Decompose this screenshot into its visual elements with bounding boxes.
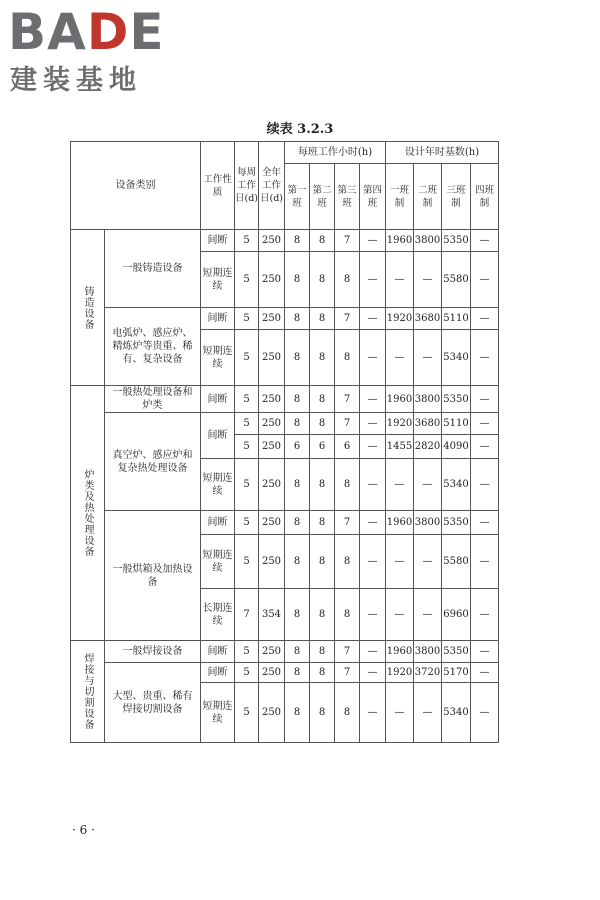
cell-d1: 1960 [386,230,414,252]
cell-h4: — [360,589,386,641]
work-nature-cell: 短期连续 [201,252,235,308]
cell-d3: 5340 [442,459,471,511]
cell-h4: — [360,386,386,413]
cell-d3: 5110 [442,413,471,435]
group-label-text: 炉类及热处理设备 [82,469,93,557]
cell-d1: — [386,459,414,511]
cell-d4: — [471,330,499,386]
cell-d3: 5580 [442,535,471,589]
cell-wk: 5 [235,308,259,330]
device-name: 一般烘箱及加热设备 [105,511,201,641]
cell-h3: 6 [335,435,360,459]
cell-d2: 2820 [414,435,442,459]
cell-d2: — [414,535,442,589]
cell-h3: 7 [335,641,360,663]
cell-h2: 8 [310,330,335,386]
cell-yr: 250 [259,459,285,511]
cell-h3: 7 [335,663,360,683]
work-nature-cell: 间断 [201,308,235,330]
cell-wk: 5 [235,459,259,511]
cell-h3: 8 [335,683,360,743]
cell-h1: 6 [285,435,310,459]
group-label-text: 铸造设备 [82,285,93,330]
cell-h3: 8 [335,330,360,386]
table-body [71,230,499,743]
cell-h3: 8 [335,252,360,308]
cell-h3: 7 [335,386,360,413]
cell-h3: 8 [335,535,360,589]
cell-h3: 8 [335,589,360,641]
cell-d2: 3720 [414,663,442,683]
cell-yr: 250 [259,641,285,663]
cell-h4: — [360,535,386,589]
cell-h1: 8 [285,230,310,252]
cell-wk: 7 [235,589,259,641]
page-number: · 6 · [72,823,95,837]
cell-d2: 3800 [414,511,442,535]
header-nature: 工作性质 [201,142,235,230]
cell-h4: — [360,683,386,743]
header-shift-4: 第四班 [360,164,386,230]
header-shift-hours: 每班工作小时(h) [285,142,386,164]
cell-d1: — [386,683,414,743]
cell-yr: 354 [259,589,285,641]
cell-wk: 5 [235,511,259,535]
work-nature-cell: 短期连续 [201,459,235,511]
cell-h4: — [360,330,386,386]
work-nature-cell: 间断 [201,413,235,459]
cell-d1: — [386,535,414,589]
work-hours-table [70,141,499,743]
cell-d2: — [414,683,442,743]
cell-d2: 3680 [414,413,442,435]
cell-d1: 1920 [386,413,414,435]
header-design-3: 三班制 [442,164,471,230]
cell-d4: — [471,386,499,413]
cell-h2: 8 [310,308,335,330]
header-shift-3: 第三班 [335,164,360,230]
cell-yr: 250 [259,683,285,743]
logo-text: BA [8,3,87,61]
cell-h2: 8 [310,589,335,641]
cell-h1: 8 [285,386,310,413]
cell-yr: 250 [259,511,285,535]
cell-d1: — [386,252,414,308]
cell-h3: 7 [335,308,360,330]
cell-yr: 250 [259,663,285,683]
cell-h4: — [360,511,386,535]
cell-d4: — [471,535,499,589]
work-nature-cell: 间断 [201,641,235,663]
header-design-2: 二班制 [414,164,442,230]
cell-h2: 8 [310,459,335,511]
cell-h2: 8 [310,535,335,589]
cell-d3: 5350 [442,386,471,413]
cell-h4: — [360,459,386,511]
cell-d4: — [471,308,499,330]
cell-h3: 7 [335,230,360,252]
cell-d4: — [471,413,499,435]
cell-d1: 1920 [386,308,414,330]
cell-h2: 6 [310,435,335,459]
cell-h3: 8 [335,459,360,511]
device-name: 一般热处理设备和炉类 [105,386,201,413]
cell-wk: 5 [235,230,259,252]
cell-h2: 8 [310,511,335,535]
cell-d4: — [471,435,499,459]
cell-h2: 8 [310,413,335,435]
cell-h1: 8 [285,459,310,511]
table-row [71,308,499,330]
cell-d4: — [471,459,499,511]
header-design-1: 一班制 [386,164,414,230]
work-nature-cell: 间断 [201,230,235,252]
cell-h2: 8 [310,641,335,663]
cell-wk: 5 [235,683,259,743]
cell-h2: 8 [310,230,335,252]
cell-h3: 7 [335,413,360,435]
cell-yr: 250 [259,413,285,435]
work-nature-cell: 短期连续 [201,535,235,589]
cell-wk: 5 [235,535,259,589]
table-row [71,641,499,663]
cell-yr: 250 [259,386,285,413]
cell-yr: 250 [259,308,285,330]
cell-h2: 8 [310,663,335,683]
cell-yr: 250 [259,252,285,308]
header-design-4: 四班制 [471,164,499,230]
work-nature-cell: 短期连续 [201,330,235,386]
cell-h1: 8 [285,641,310,663]
work-nature-cell: 短期连续 [201,683,235,743]
cell-h1: 8 [285,511,310,535]
group-label [71,386,105,641]
cell-yr: 250 [259,535,285,589]
cell-d3: 5350 [442,230,471,252]
logo [8,2,164,62]
cell-d4: — [471,663,499,683]
cell-d4: — [471,589,499,641]
cell-h1: 8 [285,330,310,386]
cell-h1: 8 [285,663,310,683]
cell-d1: — [386,589,414,641]
header-weekly-days: 每周工作日(d) [235,142,259,230]
cell-d4: — [471,683,499,743]
cell-d3: 5110 [442,308,471,330]
cell-h2: 8 [310,683,335,743]
cell-wk: 5 [235,435,259,459]
table-row [71,230,499,252]
logo-accent-letter: D [86,3,130,61]
header-category: 设备类别 [71,142,201,230]
cell-h4: — [360,308,386,330]
cell-wk: 5 [235,663,259,683]
cell-d3: 5170 [442,663,471,683]
cell-d4: — [471,641,499,663]
cell-h1: 8 [285,252,310,308]
work-nature-cell: 间断 [201,511,235,535]
cell-d3: 5340 [442,683,471,743]
device-name: 大型、贵重、稀有焊接切割设备 [105,663,201,743]
group-label-text: 焊接与切割设备 [82,653,93,730]
cell-d3: 5350 [442,641,471,663]
cell-d3: 5580 [442,252,471,308]
group-label [71,230,105,386]
cell-yr: 250 [259,330,285,386]
cell-wk: 5 [235,386,259,413]
cell-h2: 8 [310,386,335,413]
header-shift-1: 第一班 [285,164,310,230]
cell-h4: — [360,435,386,459]
logo-text-end: E [129,3,165,61]
device-name: 一般铸造设备 [105,230,201,308]
cell-wk: 5 [235,330,259,386]
cell-d4: — [471,511,499,535]
cell-h4: — [360,641,386,663]
cell-d2: 3680 [414,308,442,330]
cell-d2: — [414,330,442,386]
cell-h2: 8 [310,252,335,308]
table-row [71,663,499,683]
logo-subtitle: 建装基地 [10,65,142,96]
cell-d1: 1960 [386,511,414,535]
work-nature-cell: 长期连续 [201,589,235,641]
cell-h1: 8 [285,535,310,589]
cell-d3: 4090 [442,435,471,459]
group-label [71,641,105,743]
cell-wk: 5 [235,252,259,308]
cell-h1: 8 [285,683,310,743]
cell-wk: 5 [235,641,259,663]
cell-d3: 5340 [442,330,471,386]
table-row [71,413,499,435]
cell-h1: 8 [285,589,310,641]
cell-h4: — [360,663,386,683]
cell-yr: 250 [259,435,285,459]
cell-h1: 8 [285,413,310,435]
cell-h4: — [360,413,386,435]
cell-d1: 1455 [386,435,414,459]
cell-d1: — [386,330,414,386]
header-design-hours: 设计年时基数(h) [386,142,499,164]
table-row [71,511,499,535]
cell-h4: — [360,230,386,252]
cell-h1: 8 [285,308,310,330]
cell-d2: — [414,252,442,308]
cell-yr: 250 [259,230,285,252]
cell-d2: 3800 [414,230,442,252]
device-name: 一般焊接设备 [105,641,201,663]
cell-d3: 6960 [442,589,471,641]
table-row [71,386,499,413]
device-name: 电弧炉、感应炉、精炼炉等贵重、稀有、复杂设备 [105,308,201,386]
cell-d3: 5350 [442,511,471,535]
cell-wk: 5 [235,413,259,435]
cell-h4: — [360,252,386,308]
cell-d2: — [414,589,442,641]
work-nature-cell: 间断 [201,663,235,683]
header-shift-2: 第二班 [310,164,335,230]
device-name: 真空炉、感应炉和复杂热处理设备 [105,413,201,511]
cell-d2: 3800 [414,641,442,663]
cell-d1: 1960 [386,641,414,663]
cell-d2: — [414,459,442,511]
cell-d4: — [471,252,499,308]
cell-d1: 1960 [386,386,414,413]
header-annual-days: 全年工作日(d) [259,142,285,230]
cell-d2: 3800 [414,386,442,413]
cell-d1: 1920 [386,663,414,683]
cell-d4: — [471,230,499,252]
cell-h3: 7 [335,511,360,535]
table-caption: 续表 3.2.3 [266,122,334,137]
work-nature-cell: 间断 [201,386,235,413]
